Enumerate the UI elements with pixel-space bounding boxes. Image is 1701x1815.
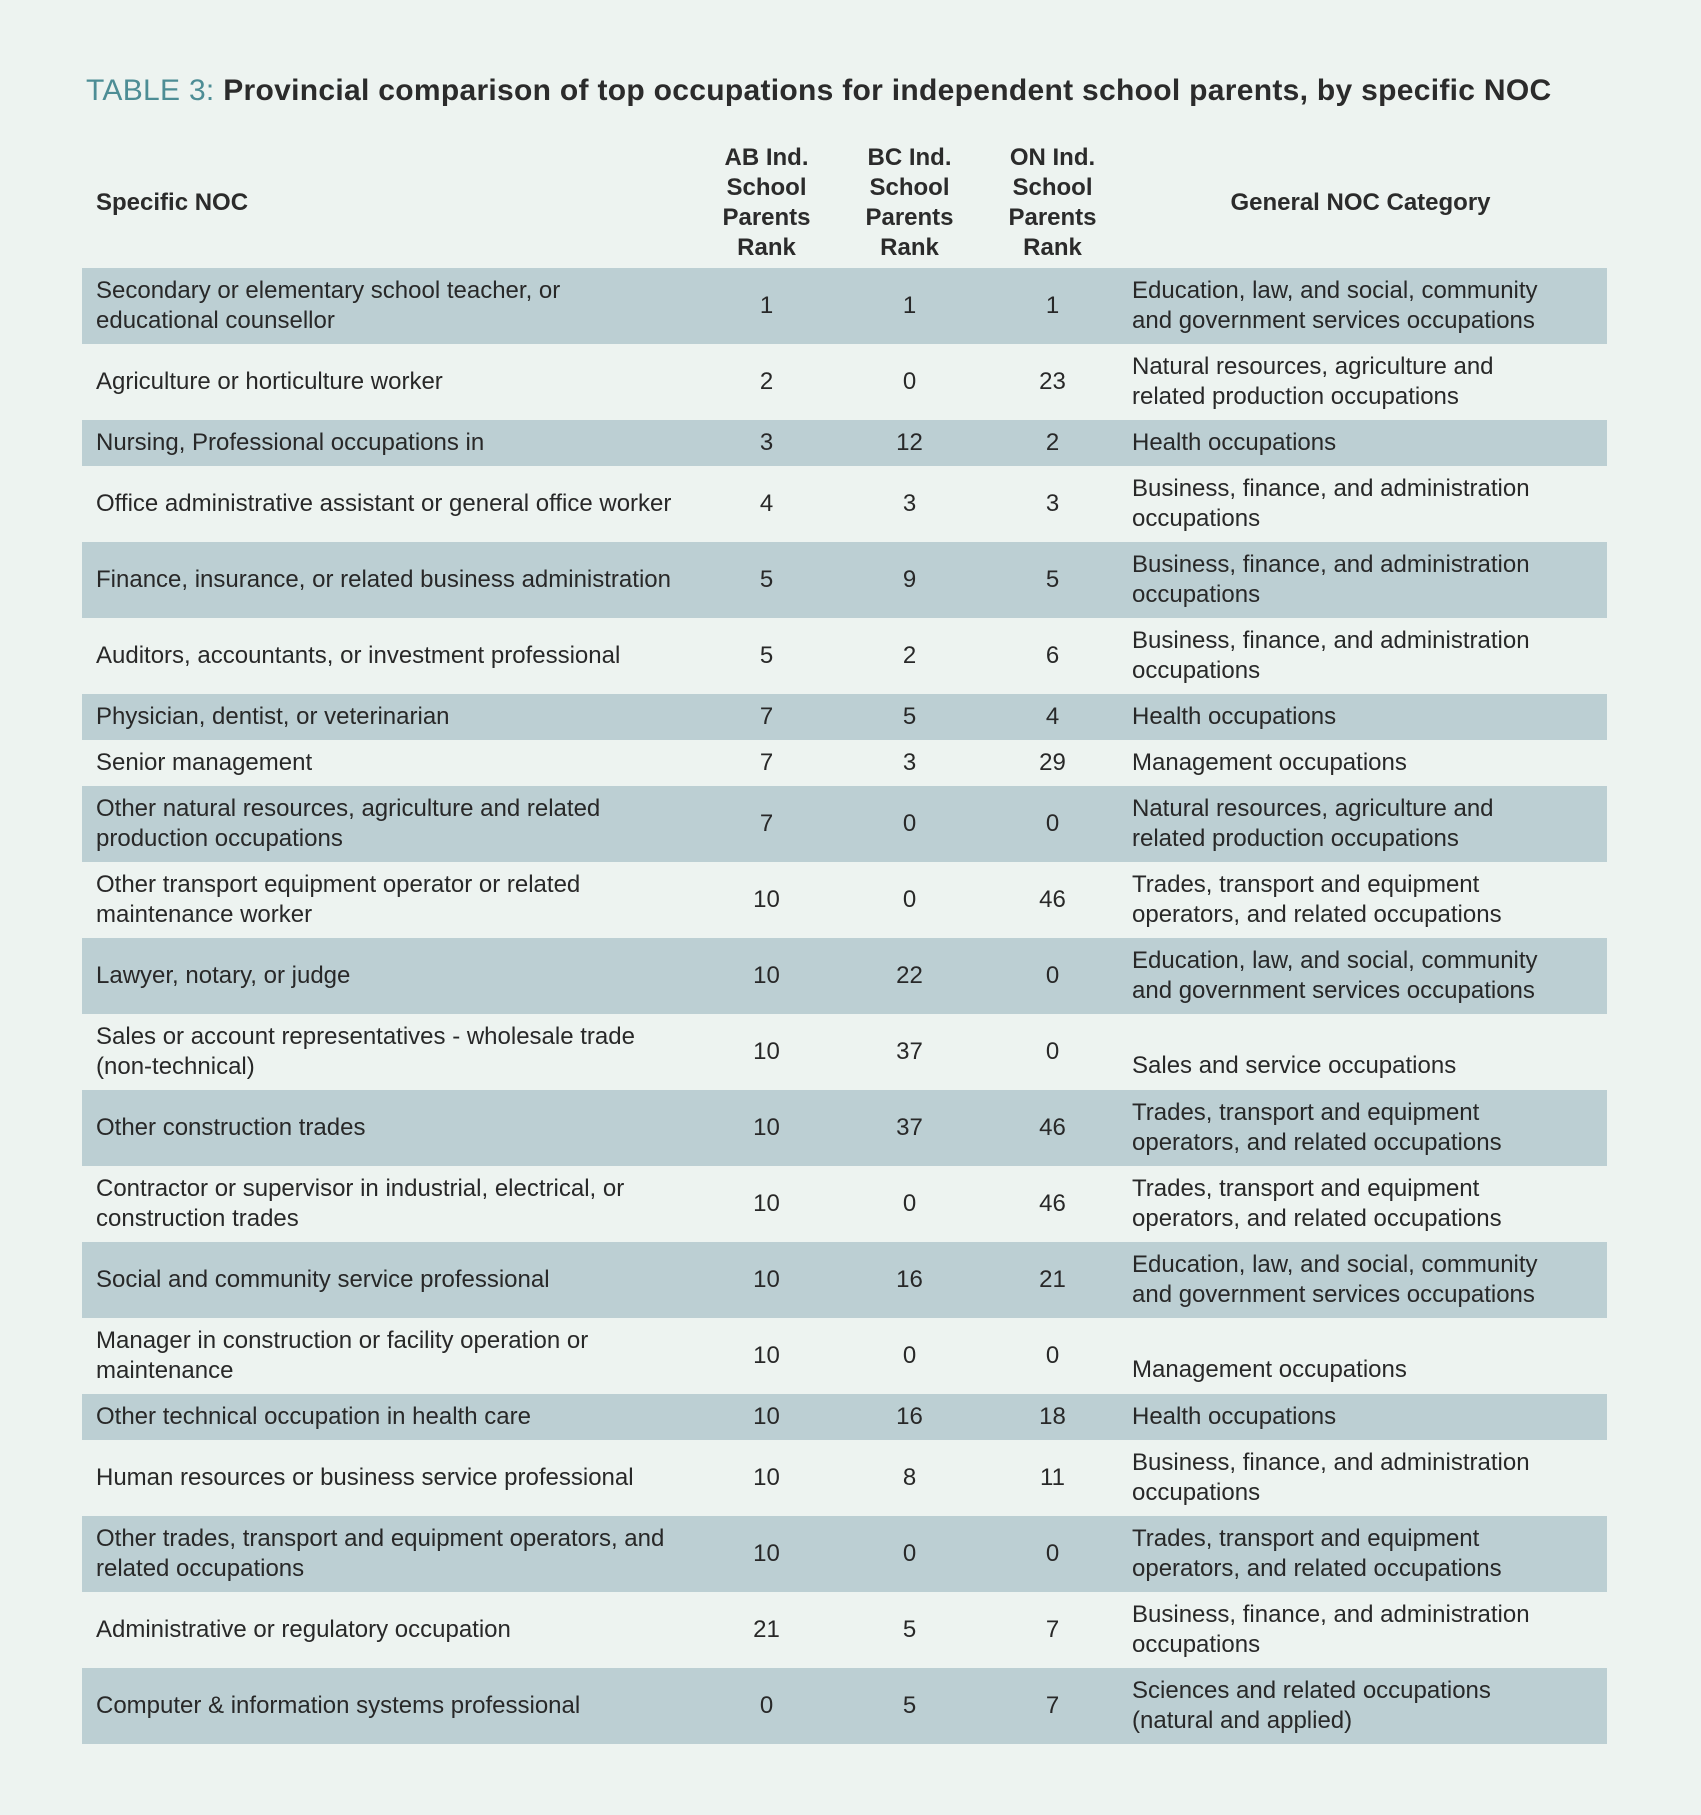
cell-on-rank: 0 xyxy=(1045,810,1060,837)
cell-ab-rank: 5 xyxy=(759,566,774,593)
cell-general-noc-category: Sales and service occupations xyxy=(1132,1052,1457,1079)
cell-specific-noc: Other trades, transport and equipment operators, and related occupations xyxy=(96,1525,665,1582)
cell-on-rank: 0 xyxy=(1045,1540,1060,1567)
table-body xyxy=(82,268,1607,1744)
cell-specific-noc: Social and community service professional xyxy=(96,1266,550,1293)
cell-on-rank: 0 xyxy=(1045,1342,1060,1369)
cell-specific-noc: Physician, dentist, or veterinarian xyxy=(96,703,450,730)
cell-ab-rank: 7 xyxy=(759,749,774,776)
cell-on-rank: 46 xyxy=(1039,886,1066,913)
cell-general-noc-category: Education, law, and social, community and government services occupations xyxy=(1132,277,1538,334)
col-header-specific-noc: Specific NOC xyxy=(96,189,249,216)
cell-ab-rank: 10 xyxy=(753,1190,780,1217)
table-row xyxy=(82,1014,1607,1090)
cell-bc-rank: 5 xyxy=(902,1616,917,1643)
cell-specific-noc: Contractor or supervisor in industrial, electrical, or construction trades xyxy=(96,1175,625,1232)
cell-bc-rank: 1 xyxy=(902,292,917,319)
table-row xyxy=(82,1242,1607,1318)
cell-general-noc-category: Trades, transport and equipment operators, and related occupations xyxy=(1132,1099,1502,1156)
table-row xyxy=(82,694,1607,740)
table-row xyxy=(82,786,1607,862)
cell-ab-rank: 1 xyxy=(759,292,774,319)
cell-on-rank: 7 xyxy=(1045,1692,1060,1719)
cell-ab-rank: 10 xyxy=(753,1540,780,1567)
col-header-general-noc-category: General NOC Category xyxy=(1230,189,1491,216)
cell-general-noc-category: Trades, transport and equipment operators, and related occupations xyxy=(1132,1525,1502,1582)
cell-on-rank: 2 xyxy=(1045,429,1060,456)
cell-general-noc-category: Management occupations xyxy=(1132,1356,1407,1383)
cell-on-rank: 0 xyxy=(1045,1038,1060,1065)
cell-general-noc-category: Business, finance, and administration occupations xyxy=(1132,1449,1530,1506)
cell-bc-rank: 5 xyxy=(902,1692,917,1719)
table-row xyxy=(82,740,1607,786)
cell-bc-rank: 22 xyxy=(896,962,923,989)
cell-on-rank: 21 xyxy=(1039,1266,1066,1293)
col-header-on-rank: ON Ind. School Parents Rank xyxy=(1008,144,1097,261)
table-row xyxy=(82,1592,1607,1668)
table-number-label: TABLE 3: xyxy=(86,74,215,107)
col-header-bc-rank: BC Ind. School Parents Rank xyxy=(865,144,954,261)
cell-bc-rank: 0 xyxy=(902,368,917,395)
table-row xyxy=(82,618,1607,694)
cell-specific-noc: Other natural resources, agriculture and related production occupations xyxy=(96,795,601,852)
cell-bc-rank: 9 xyxy=(902,566,917,593)
cell-on-rank: 46 xyxy=(1039,1190,1066,1217)
cell-general-noc-category: Health occupations xyxy=(1132,429,1337,456)
cell-on-rank: 7 xyxy=(1045,1616,1060,1643)
table-row xyxy=(82,1516,1607,1592)
cell-ab-rank: 10 xyxy=(753,962,780,989)
cell-bc-rank: 0 xyxy=(902,1190,917,1217)
table-row xyxy=(82,938,1607,1014)
cell-ab-rank: 5 xyxy=(759,642,774,669)
cell-specific-noc: Manager in construction or facility operation or maintenance xyxy=(96,1327,589,1384)
cell-specific-noc: Other construction trades xyxy=(96,1114,366,1141)
cell-on-rank: 46 xyxy=(1039,1114,1066,1141)
cell-specific-noc: Administrative or regulatory occupation xyxy=(96,1616,511,1643)
occupations-table xyxy=(82,140,1607,1744)
cell-ab-rank: 10 xyxy=(753,886,780,913)
table-row xyxy=(82,344,1607,420)
cell-on-rank: 29 xyxy=(1039,749,1066,776)
table-row xyxy=(82,420,1607,466)
cell-specific-noc: Lawyer, notary, or judge xyxy=(96,962,351,989)
table-row xyxy=(82,1318,1607,1394)
cell-specific-noc: Office administrative assistant or general office worker xyxy=(96,490,672,517)
cell-ab-rank: 7 xyxy=(759,810,774,837)
cell-ab-rank: 10 xyxy=(753,1403,780,1430)
table-row xyxy=(82,1090,1607,1166)
cell-specific-noc: Computer & information systems professional xyxy=(96,1692,581,1719)
cell-on-rank: 11 xyxy=(1040,1464,1065,1491)
cell-bc-rank: 0 xyxy=(902,1342,917,1369)
page-title xyxy=(86,72,1616,110)
cell-bc-rank: 5 xyxy=(902,703,917,730)
cell-ab-rank: 2 xyxy=(759,368,774,395)
cell-ab-rank: 10 xyxy=(753,1114,780,1141)
cell-bc-rank: 2 xyxy=(902,642,917,669)
cell-general-noc-category: Management occupations xyxy=(1132,749,1407,776)
cell-ab-rank: 7 xyxy=(759,703,774,730)
cell-bc-rank: 0 xyxy=(902,810,917,837)
table-row xyxy=(82,466,1607,542)
cell-ab-rank: 10 xyxy=(753,1342,780,1369)
cell-general-noc-category: Natural resources, agriculture and related production occupations xyxy=(1132,353,1494,410)
cell-on-rank: 6 xyxy=(1045,642,1060,669)
cell-bc-rank: 0 xyxy=(902,886,917,913)
cell-specific-noc: Finance, insurance, or related business administration xyxy=(96,566,671,593)
cell-on-rank: 3 xyxy=(1045,490,1060,517)
cell-ab-rank: 10 xyxy=(753,1266,780,1293)
cell-bc-rank: 37 xyxy=(896,1114,923,1141)
cell-ab-rank: 3 xyxy=(759,429,774,456)
table-row xyxy=(82,1440,1607,1516)
cell-on-rank: 18 xyxy=(1039,1403,1066,1430)
cell-on-rank: 1 xyxy=(1045,292,1060,319)
cell-on-rank: 4 xyxy=(1045,703,1060,730)
cell-bc-rank: 8 xyxy=(902,1464,917,1491)
cell-bc-rank: 3 xyxy=(902,749,917,776)
cell-specific-noc: Sales or account representatives - wholesale trade (non-technical) xyxy=(96,1023,635,1080)
cell-on-rank: 0 xyxy=(1045,962,1060,989)
cell-on-rank: 5 xyxy=(1045,566,1060,593)
cell-bc-rank: 12 xyxy=(896,429,923,456)
cell-bc-rank: 0 xyxy=(902,1540,917,1567)
table-title-text: Provincial comparison of top occupations for independent school parents, by specific NOC xyxy=(223,74,1552,107)
table-row xyxy=(82,1166,1607,1242)
cell-specific-noc: Agriculture or horticulture worker xyxy=(96,368,443,395)
cell-ab-rank: 10 xyxy=(753,1038,780,1065)
cell-specific-noc: Secondary or elementary school teacher, or educational counsellor xyxy=(96,277,561,334)
cell-ab-rank: 0 xyxy=(759,1692,774,1719)
table-row xyxy=(82,1394,1607,1440)
cell-ab-rank: 21 xyxy=(753,1616,780,1643)
cell-specific-noc: Other transport equipment operator or related maintenance worker xyxy=(96,871,581,928)
table-header-row xyxy=(82,140,1607,268)
table-row xyxy=(82,862,1607,938)
table-row xyxy=(82,268,1607,344)
cell-bc-rank: 16 xyxy=(896,1266,923,1293)
cell-general-noc-category: Business, finance, and administration occupations xyxy=(1132,627,1530,684)
cell-bc-rank: 3 xyxy=(902,490,917,517)
cell-ab-rank: 10 xyxy=(753,1464,780,1491)
cell-general-noc-category: Business, finance, and administration occupations xyxy=(1132,551,1530,608)
cell-specific-noc: Nursing, Professional occupations in xyxy=(96,429,485,456)
table-row xyxy=(82,1668,1607,1744)
cell-general-noc-category: Trades, transport and equipment operators, and related occupations xyxy=(1132,871,1502,928)
table-row xyxy=(82,542,1607,618)
cell-on-rank: 23 xyxy=(1039,368,1066,395)
cell-general-noc-category: Health occupations xyxy=(1132,1403,1337,1430)
cell-general-noc-category: Business, finance, and administration occupations xyxy=(1132,475,1530,532)
cell-bc-rank: 37 xyxy=(896,1038,923,1065)
col-header-ab-rank: AB Ind. School Parents Rank xyxy=(722,144,811,261)
cell-general-noc-category: Business, finance, and administration occupations xyxy=(1132,1601,1530,1658)
cell-general-noc-category: Education, law, and social, community and government services occupations xyxy=(1132,1251,1538,1308)
cell-specific-noc: Auditors, accountants, or investment professional xyxy=(96,642,621,669)
cell-general-noc-category: Sciences and related occupations (natural and applied) xyxy=(1132,1677,1491,1734)
cell-specific-noc: Senior management xyxy=(96,749,313,776)
cell-specific-noc: Other technical occupation in health care xyxy=(96,1403,531,1430)
cell-bc-rank: 16 xyxy=(896,1403,923,1430)
cell-specific-noc: Human resources or business service professional xyxy=(96,1464,634,1491)
cell-general-noc-category: Health occupations xyxy=(1132,703,1337,730)
cell-ab-rank: 4 xyxy=(759,490,774,517)
cell-general-noc-category: Education, law, and social, community and government services occupations xyxy=(1132,947,1538,1004)
cell-general-noc-category: Trades, transport and equipment operators, and related occupations xyxy=(1132,1175,1502,1232)
cell-general-noc-category: Natural resources, agriculture and related production occupations xyxy=(1132,795,1494,852)
